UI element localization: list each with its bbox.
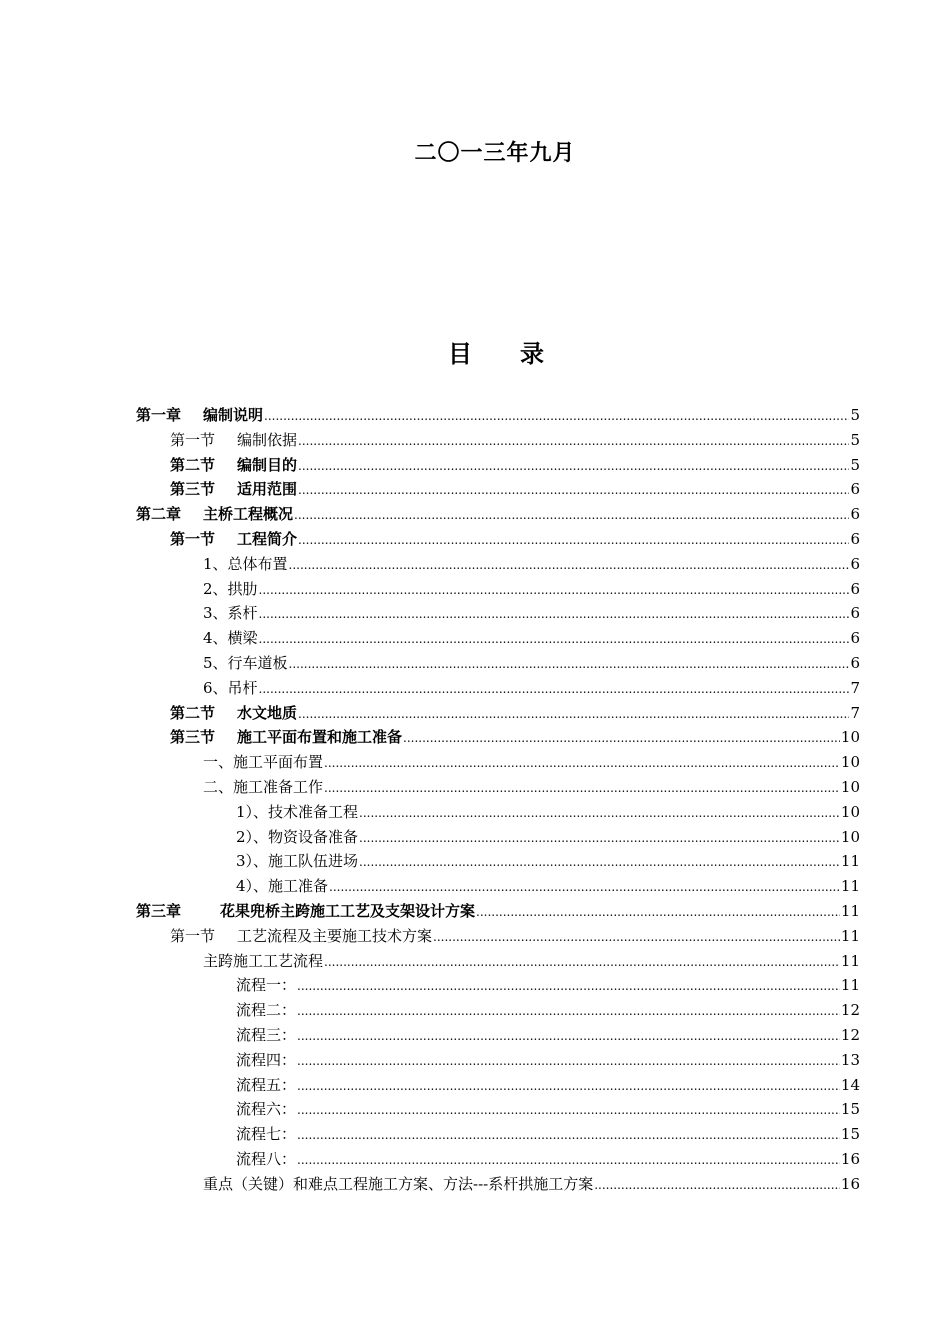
toc-entry-page: 6	[850, 554, 860, 573]
toc-entry-number: 第二章	[136, 505, 182, 524]
toc-leader-dots	[359, 826, 840, 851]
toc-entry[interactable]	[136, 651, 860, 676]
toc-entry-label: 流程六：	[236, 1100, 297, 1119]
toc-entry-page: 5	[850, 430, 860, 449]
toc-entry-number: 第二节	[170, 455, 216, 474]
toc-entry[interactable]	[136, 1122, 860, 1147]
toc-leader-dots	[298, 478, 849, 503]
toc-leader-dots	[297, 1098, 840, 1123]
toc-entry-label: 6、吊杆	[203, 678, 258, 697]
toc-leader-dots	[297, 1123, 840, 1148]
toc-entry-page: 10	[840, 802, 860, 821]
toc-entry-number: 第一节	[170, 529, 216, 548]
toc-entry-label: 2）、物资设备准备	[236, 827, 359, 846]
toc-entry-label: 工程简介	[237, 529, 298, 548]
toc-entry-page: 6	[850, 579, 860, 598]
toc-entry-page: 11	[840, 901, 860, 920]
toc-entry[interactable]	[136, 800, 860, 825]
toc-entry-label: 流程二：	[236, 1001, 297, 1020]
toc-entry[interactable]	[136, 725, 860, 750]
toc-entry-page: 10	[840, 827, 860, 846]
toc-entry-number: 第三节	[170, 480, 216, 499]
toc-leader-dots	[324, 776, 840, 801]
toc-entry-number: 第一节	[170, 926, 216, 945]
toc-leader-dots	[329, 875, 840, 900]
toc-leader-dots	[289, 553, 850, 578]
toc-leader-dots	[359, 850, 840, 875]
toc-leader-dots	[433, 925, 840, 950]
toc-entry-label: 主跨施工工艺流程	[203, 951, 324, 970]
toc-entry-page: 6	[850, 629, 860, 648]
toc-entry-label: 5、行车道板	[203, 653, 288, 672]
toc-entry-label: 流程七：	[236, 1125, 297, 1144]
toc-entry-label: 流程五：	[236, 1075, 297, 1094]
toc-entry-label: 二、施工准备工作	[203, 777, 324, 796]
toc-entry-label: 施工平面布置和施工准备	[237, 728, 403, 747]
toc-entry[interactable]	[136, 676, 860, 701]
toc-entry-page: 12	[840, 1001, 860, 1020]
toc-leader-dots	[297, 974, 840, 999]
toc-entry-page: 7	[850, 703, 860, 722]
toc-entry[interactable]	[136, 428, 860, 453]
toc-leader-dots	[289, 652, 850, 677]
toc-entry-page: 14	[840, 1075, 860, 1094]
toc-entry[interactable]	[136, 924, 860, 949]
toc-entry[interactable]	[136, 502, 860, 527]
toc-leader-dots	[294, 503, 849, 528]
toc-leader-dots	[476, 900, 840, 925]
toc-leader-dots	[298, 702, 849, 727]
toc-entry-label: 3）、施工队伍进场	[236, 852, 359, 871]
toc-entry-page: 6	[850, 653, 860, 672]
toc-leader-dots	[298, 454, 849, 479]
toc-entry-page: 10	[840, 777, 860, 796]
toc-entry[interactable]	[136, 477, 860, 502]
toc-entry-label: 编制说明	[203, 406, 264, 424]
toc-entry-label: 适用范围	[237, 480, 298, 499]
toc-entry[interactable]	[136, 552, 860, 577]
toc-entry-label: 流程四：	[236, 1050, 297, 1069]
toc-leader-dots	[298, 429, 849, 454]
toc-entry[interactable]	[136, 577, 860, 602]
toc-leader-dots	[264, 404, 849, 429]
toc-entry[interactable]	[136, 775, 860, 800]
toc-entry[interactable]	[136, 403, 860, 428]
toc-entry[interactable]	[136, 998, 860, 1023]
toc-entry-label: 1、总体布置	[203, 554, 288, 573]
toc-leader-dots	[259, 677, 850, 702]
toc-leader-dots	[324, 950, 840, 975]
toc-entry-label: 流程一：	[236, 976, 297, 995]
toc-entry-page: 11	[840, 926, 860, 945]
toc-entry[interactable]	[136, 849, 860, 874]
toc-entry-page: 6	[850, 480, 860, 499]
toc-entry-number: 第二节	[170, 703, 216, 722]
toc-entry-label: 3、系杆	[203, 604, 258, 623]
toc-title-char-2: 录	[520, 340, 544, 368]
toc-leader-dots	[594, 1173, 840, 1198]
toc-entry[interactable]	[136, 825, 860, 850]
toc-entry-label: 水文地质	[237, 703, 298, 722]
toc-entry-label: 1）、技术准备工程	[236, 802, 359, 821]
toc-entry-number: 第三章	[136, 901, 182, 920]
toc-entry-page: 11	[840, 951, 860, 970]
toc-entry[interactable]	[136, 701, 860, 726]
toc-entry-label: 4、横梁	[203, 629, 258, 648]
toc-entry[interactable]	[136, 527, 860, 552]
toc-entry-number: 第一节	[170, 430, 216, 449]
toc-entry-label: 主桥工程概况	[203, 505, 294, 524]
toc-entry[interactable]	[136, 626, 860, 651]
toc-entry-label: 花果兜桥主跨施工工艺及支架设计方案	[220, 901, 476, 920]
toc-entry-page: 11	[840, 976, 860, 995]
toc-entry[interactable]	[136, 973, 860, 998]
document-date: 二〇一三年九月	[414, 141, 576, 166]
toc-entry[interactable]	[136, 750, 860, 775]
toc-entry-label: 编制依据	[237, 430, 298, 449]
toc-entry[interactable]	[136, 1097, 860, 1122]
toc-entry-number: 第三节	[170, 728, 216, 747]
toc-leader-dots	[359, 801, 840, 826]
toc-entry-page: 10	[840, 728, 860, 747]
toc-entry-label: 流程八：	[236, 1149, 297, 1168]
toc-entry-page: 6	[850, 505, 860, 524]
toc-leader-dots	[297, 1049, 840, 1074]
table-of-contents	[136, 403, 860, 1197]
toc-entry[interactable]	[136, 601, 860, 626]
toc-entry-number: 第一章	[136, 406, 182, 424]
toc-entry-label: 一、施工平面布置	[203, 753, 324, 772]
toc-leader-dots	[403, 726, 840, 751]
toc-entry[interactable]	[136, 949, 860, 974]
toc-entry-page: 15	[840, 1125, 860, 1144]
toc-entry-label: 4）、施工准备	[236, 877, 329, 896]
toc-leader-dots	[298, 528, 849, 553]
toc-leader-dots	[297, 1074, 840, 1099]
toc-entry-page: 5	[850, 406, 860, 424]
toc-entry-page: 10	[840, 753, 860, 772]
toc-entry-page: 15	[840, 1100, 860, 1119]
toc-entry-page: 11	[840, 877, 860, 896]
toc-entry[interactable]	[136, 1073, 860, 1098]
toc-entry[interactable]	[136, 453, 860, 478]
toc-entry[interactable]	[136, 1172, 860, 1197]
toc-entry[interactable]	[136, 1147, 860, 1172]
toc-entry-label: 2、拱肋	[203, 579, 258, 598]
toc-entry-label: 重点（关键）和难点工程施工方案、方法---系杆拱施工方案	[203, 1174, 594, 1193]
toc-entry[interactable]	[136, 874, 860, 899]
toc-entry-page: 7	[850, 678, 860, 697]
toc-leader-dots	[297, 999, 840, 1024]
toc-entry-label: 流程三：	[236, 1025, 297, 1044]
toc-entry-page: 13	[840, 1050, 860, 1069]
toc-leader-dots	[297, 1024, 840, 1049]
toc-entry-page: 11	[840, 852, 860, 871]
toc-entry-page: 5	[850, 455, 860, 474]
toc-leader-dots	[297, 1148, 840, 1173]
toc-leader-dots	[259, 578, 850, 603]
toc-entry-page: 16	[840, 1149, 860, 1168]
toc-entry[interactable]	[136, 1023, 860, 1048]
toc-title	[448, 334, 544, 369]
toc-entry-label: 工艺流程及主要施工技术方案	[237, 926, 433, 945]
toc-entry-page: 16	[840, 1174, 860, 1193]
toc-entry[interactable]	[136, 1048, 860, 1073]
toc-entry-page: 6	[850, 604, 860, 623]
toc-leader-dots	[259, 602, 850, 627]
toc-title-char-1: 目	[448, 340, 472, 368]
toc-leader-dots	[324, 751, 840, 776]
toc-leader-dots	[259, 627, 850, 652]
toc-entry[interactable]	[136, 899, 860, 924]
toc-entry-label: 编制目的	[237, 455, 298, 474]
toc-entry-page: 12	[840, 1025, 860, 1044]
toc-entry-page: 6	[850, 529, 860, 548]
